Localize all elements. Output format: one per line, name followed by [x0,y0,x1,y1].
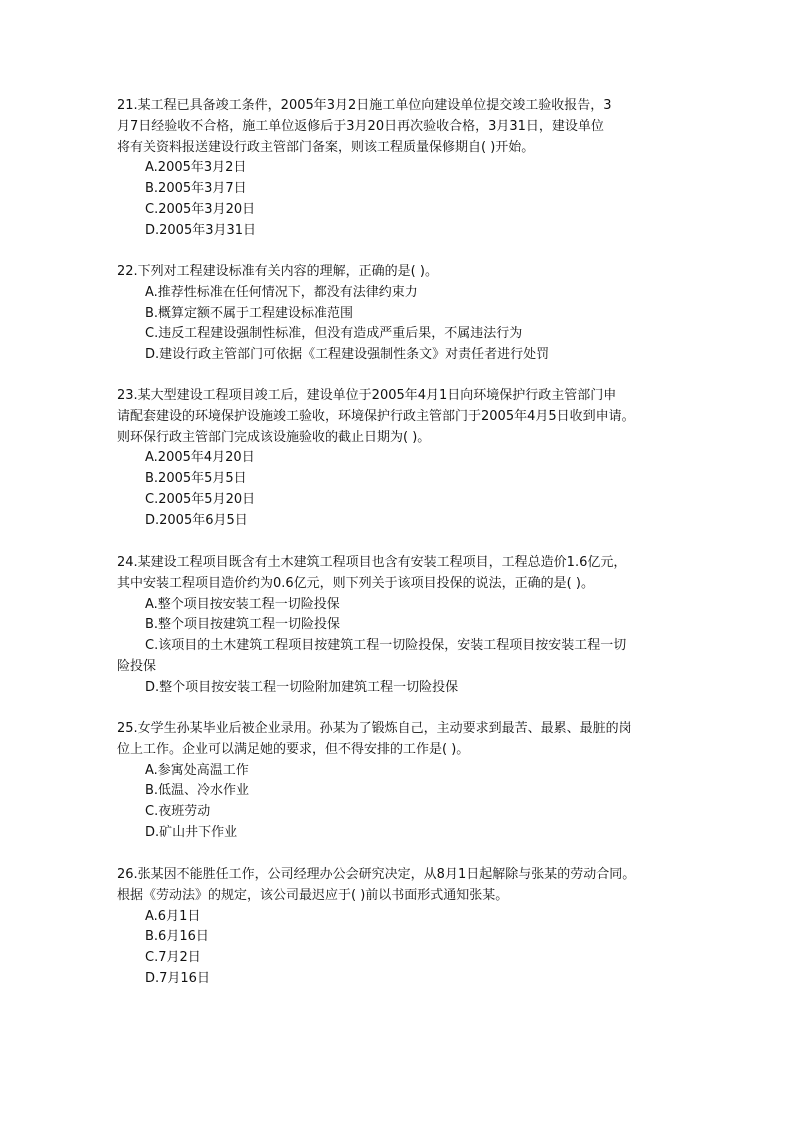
option-b: B.6月16日 [145,929,209,945]
question-text-line: 26.张某因不能胜任工作，公司经理办公会研究决定，从8月1日起解除与张某的劳动合同。 [117,867,636,882]
option-c: C.7月2日 [145,950,201,966]
question-text-line: 24.某建设工程项目既含有土木建筑工程项目也含有安装工程项目，工程总造价1.6亿元， [117,555,627,570]
option-c: C.违反工程建设强制性标准，但没有造成严重后果，不属违法行为 [145,326,523,342]
question-text-line: 其中安装工程项目造价约为0.6亿元，则下列关于该项目投保的说法，正确的是( )。 [117,575,594,591]
option-a: A.6月1日 [145,908,201,924]
question-26 [117,865,697,990]
question-25 [117,719,697,844]
question-text-line: 则环保行政主管部门完成该设施验收的截止日期为( )。 [117,429,431,445]
question-text-line: 将有关资料报送建设行政主管部门备案，则该工程质量保修期自( )开始。 [117,139,535,155]
option-d: D.矿山井下作业 [145,824,238,840]
option-b: B.2005年5月5日 [145,471,247,487]
question-text-line: 21.某工程已具备竣工条件，2005年3月2日施工单位向建设单位提交竣工验收报告，3 [117,98,612,113]
question-text-line: 请配套建设的环境保护设施竣工验收，环境保护行政主管部门于2005年4月5日收到申请。 [117,408,635,424]
option-b: B.整个项目按建筑工程一切险投保 [145,617,341,633]
option-a: A.参寓处高温工作 [145,762,249,778]
option-a: A.整个项目按安装工程一切险投保 [145,596,340,612]
option-d: D.2005年3月31日 [145,222,257,238]
question-text-line: 25.女学生孙某毕业后被企业录用。孙某为了锻炼自己，主动要求到最苦、最累、最脏的岗 [117,721,632,736]
question-22 [117,262,697,366]
option-b: B.2005年3月7日 [145,181,247,197]
option-a: A.推荐性标准在任何情况下，都没有法律约束力 [145,284,418,300]
option-c: C.夜班劳动 [145,804,211,820]
option-a: A.2005年4月20日 [145,450,255,466]
option-b: B.概算定额不属于工程建设标准范围 [145,305,354,321]
option-a: A.2005年3月2日 [145,160,247,176]
question-text-line: 月7日经验收不合格，施工单位返修后于3月20日再次验收合格，3月31日，建设单位 [117,118,604,134]
option-d: D.整个项目按安装工程一切险附加建筑工程一切险投保 [145,679,459,695]
question-24 [117,553,697,699]
option-d: D.建设行政主管部门可依据《工程建设强制性条文》对责任者进行处罚 [145,347,550,363]
option-c-continuation: 险投保 [117,658,157,674]
option-d: D.7月16日 [145,970,210,986]
question-text-line: 根据《劳动法》的规定，该公司最迟应于( )前以书面形式通知张某。 [117,887,509,903]
option-c: C.2005年3月20日 [145,201,256,217]
question-text-line: 位上工作。企业可以满足她的要求，但不得安排的工作是( )。 [117,741,470,757]
question-text-line: 22.下列对工程建设标准有关内容的理解，正确的是( )。 [117,264,438,279]
option-c: C.该项目的土木建筑工程项目按建筑工程一切险投保，安装工程项目按安装工程一切 [145,638,627,654]
option-b: B.低温、冷水作业 [145,783,250,799]
question-23 [117,386,697,532]
option-c: C.2005年5月20日 [145,491,256,507]
question-21 [117,96,697,242]
question-text-line: 23.某大型建设工程项目竣工后，建设单位于2005年4月1日向环境保护行政主管部门申 [117,388,617,403]
option-d: D.2005年6月5日 [145,512,248,528]
